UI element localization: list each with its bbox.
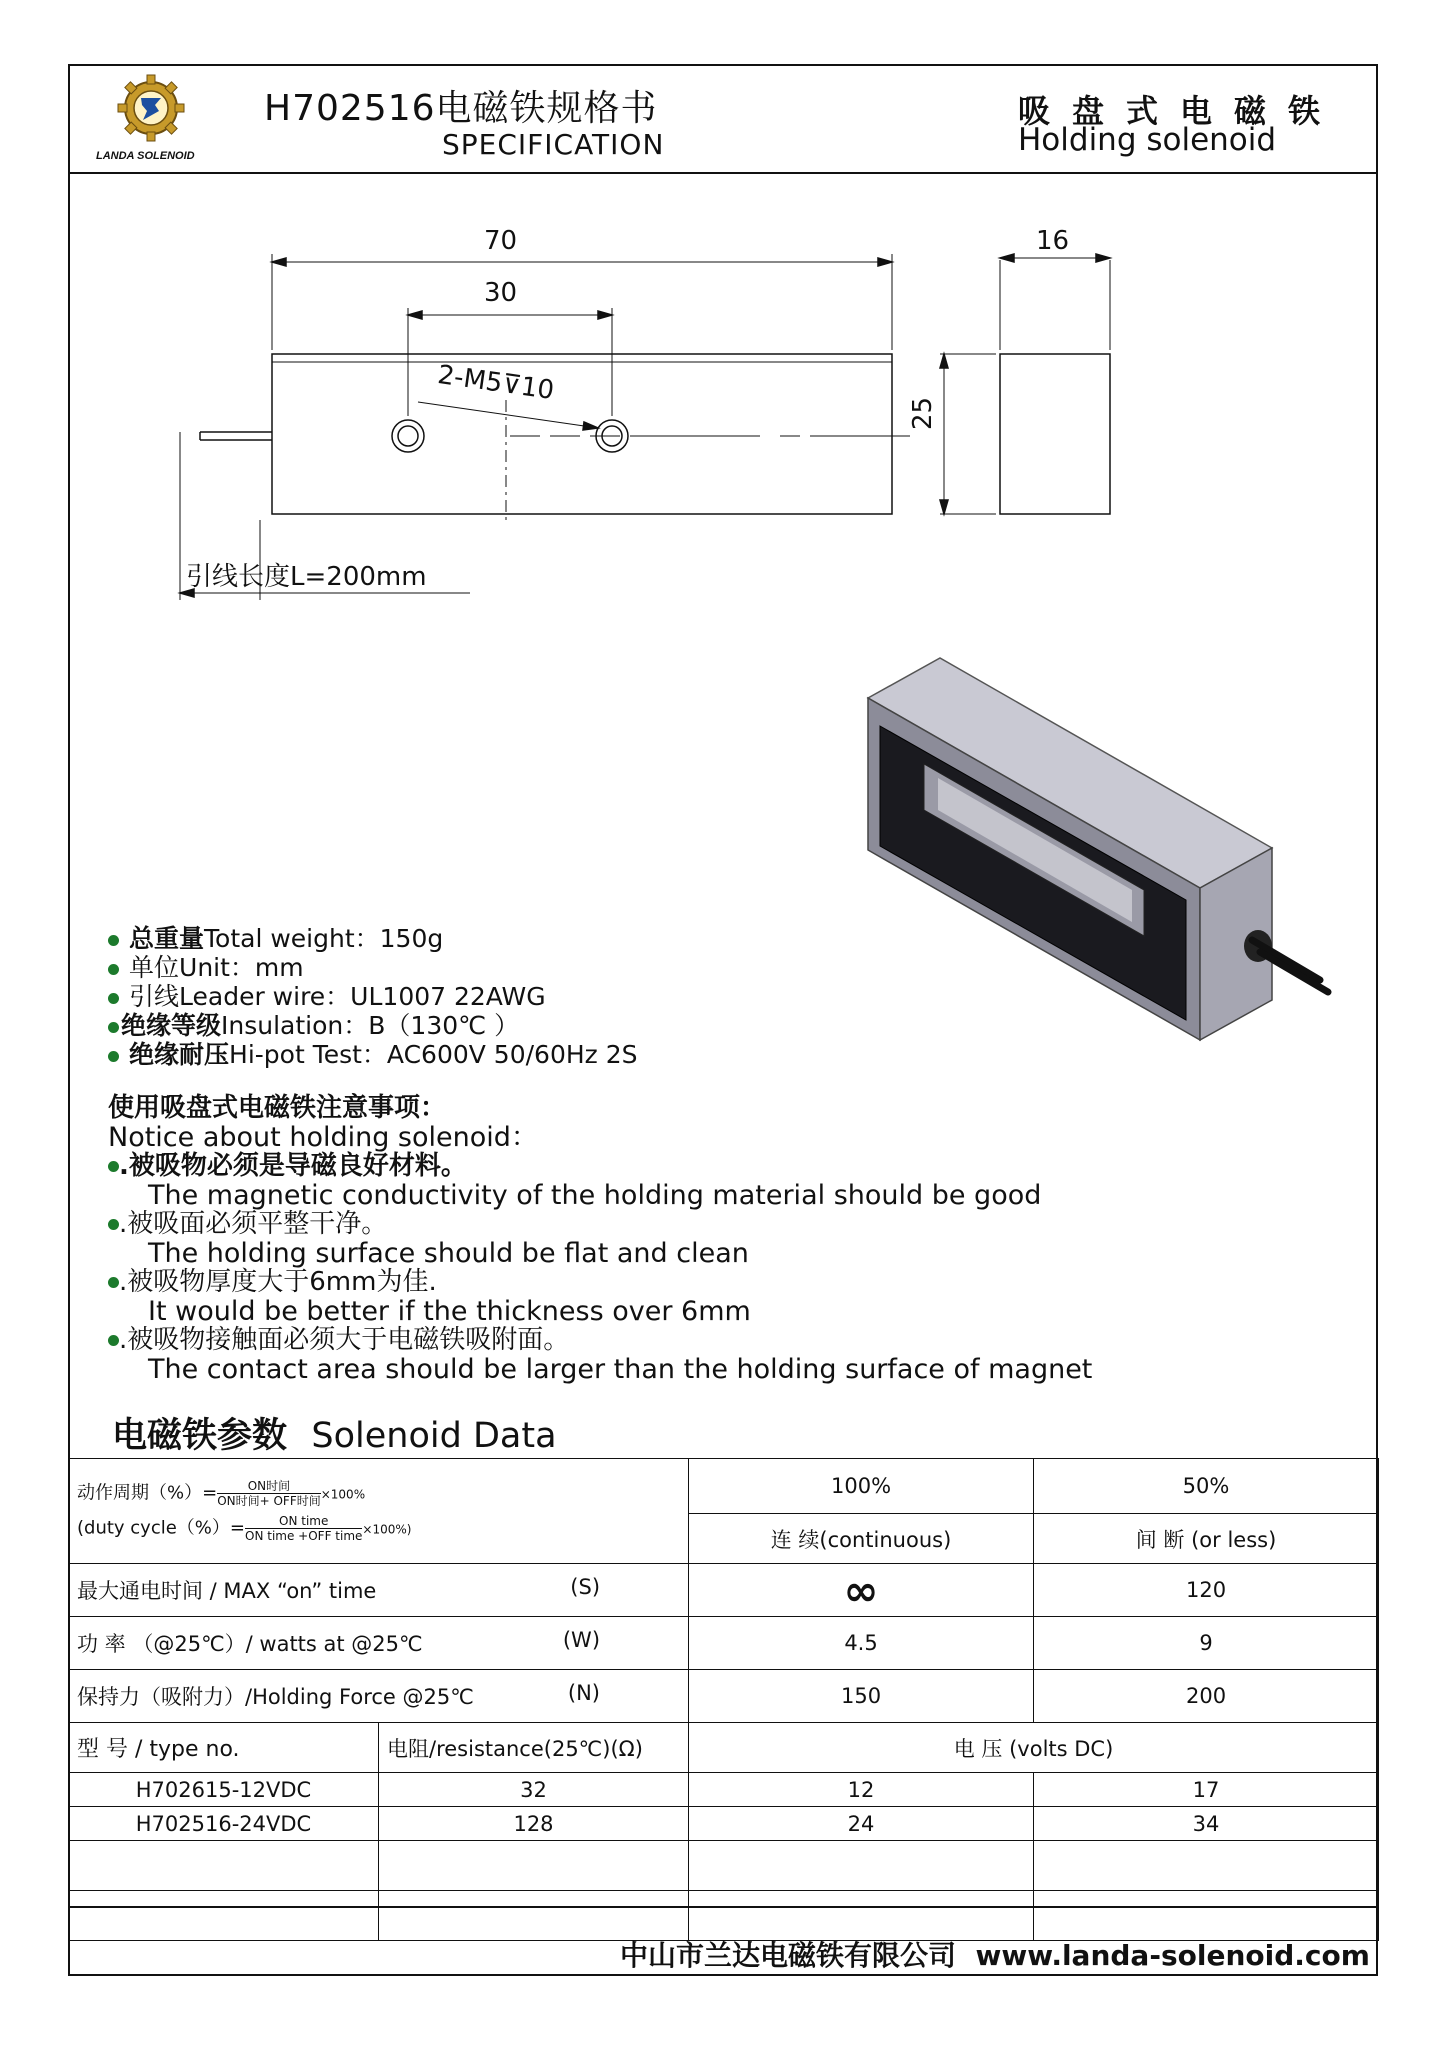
bullet-icon xyxy=(108,1022,119,1033)
empty-cell xyxy=(379,1891,689,1941)
dim-height: 25 xyxy=(908,396,938,430)
empty-cell xyxy=(69,1841,379,1891)
product-type-en: Holding solenoid xyxy=(1018,122,1277,158)
param-label: 功 率 （@25℃）/ watts at @25℃ (W) xyxy=(69,1617,689,1670)
duty-100-header: 100% xyxy=(689,1459,1034,1514)
spec-item: 绝缘耐压Hi-pot Test：AC600V 50/60Hz 2S xyxy=(108,1040,638,1069)
empty-cell xyxy=(1034,1841,1379,1891)
notice-title-cn: 使用吸盘式电磁铁注意事项： xyxy=(108,1093,447,1123)
bullet-icon xyxy=(108,1277,119,1288)
notice-item: .被吸物必须是导磁良好材料。 xyxy=(108,1152,1092,1181)
dim-width: 16 xyxy=(1036,226,1070,256)
logo-text: LANDA SOLENOID xyxy=(96,150,195,162)
voltage-header: 电 压 (volts DC) xyxy=(689,1723,1379,1773)
model-type: H702516-24VDC xyxy=(69,1807,379,1841)
bullet-icon xyxy=(108,1335,119,1346)
footer-divider xyxy=(68,1906,1378,1908)
notice-item: .被吸面必须平整干净。 xyxy=(108,1210,1092,1239)
duty-50-header: 50% xyxy=(1034,1459,1379,1514)
notice-item: .被吸物接触面必须大于电磁铁吸附面。 xyxy=(108,1326,1092,1355)
resistance-header: 电阻/resistance(25℃)(Ω) xyxy=(379,1723,689,1773)
param-label: 最大通电时间 / MAX “on” time (S) xyxy=(69,1564,689,1617)
footer xyxy=(620,1934,1370,1974)
intermittent-label: 间 断 (or less) xyxy=(1034,1514,1379,1564)
bullet-icon xyxy=(108,1219,119,1230)
notice-item-en: It would be better if the thickness over 6mm xyxy=(148,1296,751,1327)
depth-symbol-icon: ⊽ xyxy=(500,369,524,402)
param-label: 保持力（吸附力）/Holding Force @25℃ (N) xyxy=(69,1670,689,1723)
param-value-continuous: 150 xyxy=(689,1670,1034,1723)
solenoid-data-title: 电磁铁参数 Solenoid Data xyxy=(112,1416,557,1456)
empty-cell xyxy=(689,1841,1034,1891)
bullet-icon xyxy=(108,1161,119,1172)
document-title: H702516电磁铁规格书 xyxy=(264,88,658,129)
notice-title-en: Notice about holding solenoid： xyxy=(108,1122,538,1153)
empty-cell xyxy=(69,1891,379,1941)
model-voltage-intermittent: 34 xyxy=(1034,1807,1379,1841)
param-value-intermittent: 9 xyxy=(1034,1617,1379,1670)
company-website[interactable]: www.landa-solenoid.com xyxy=(975,1939,1370,1972)
empty-cell xyxy=(689,1891,1034,1941)
bullet-icon xyxy=(108,1051,119,1062)
model-voltage-continuous: 12 xyxy=(689,1773,1034,1807)
solenoid-3d-render xyxy=(860,650,1380,1050)
spec-item: 总重量Total weight：150g xyxy=(108,924,638,953)
notice-item-en: The contact area should be larger than the holding surface of magnet xyxy=(148,1354,1093,1385)
duty-cycle-cell: 动作周期（%）= $\frac{\text{ON时间}}{\text{ON时间+ OFF时间}}$ ×100% (duty cycle（%）= $\frac{\text{ON time}}{\text{ON time +OFF time}}$ ×100%) xyxy=(69,1459,689,1564)
lead-length: 引线长度L=200mm xyxy=(186,562,427,592)
empty-cell xyxy=(1034,1891,1379,1941)
spec-item: 绝缘等级Insulation：B（130℃ ） xyxy=(108,1011,638,1040)
notice-item-en: The magnetic conductivity of the holding material should be good xyxy=(148,1180,1042,1211)
dim-length: 70 xyxy=(484,226,518,256)
company-name: 中山市兰达电磁铁有限公司 xyxy=(620,1939,957,1972)
bullet-icon xyxy=(108,935,119,946)
bullet-icon xyxy=(108,993,119,1004)
param-value-intermittent: 120 xyxy=(1034,1564,1379,1617)
model-voltage-intermittent: 17 xyxy=(1034,1773,1379,1807)
spec-list xyxy=(108,924,638,1069)
continuous-label: 连 续(continuous) xyxy=(689,1514,1034,1564)
product-type-cn: 吸盘式电磁铁 xyxy=(1018,92,1343,130)
param-value-continuous: 4.5 xyxy=(689,1617,1034,1670)
gear-logo-icon xyxy=(96,72,206,142)
header-divider xyxy=(68,172,1378,174)
bullet-icon xyxy=(108,964,119,975)
model-type: H702615-12VDC xyxy=(69,1773,379,1807)
param-value-intermittent: 200 xyxy=(1034,1670,1379,1723)
notice-item-en: The holding surface should be flat and clean xyxy=(148,1238,749,1269)
spec-item: 引线Leader wire：UL1007 22AWG xyxy=(108,982,638,1011)
spec-item: 单位Unit：mm xyxy=(108,953,638,982)
notice-section xyxy=(108,1094,1092,1384)
empty-cell xyxy=(379,1841,689,1891)
type-header: 型 号 / type no. xyxy=(69,1723,379,1773)
dim-thread-size: 2-M5 xyxy=(435,360,505,399)
document-subtitle: SPECIFICATION xyxy=(442,128,665,161)
model-resistance: 32 xyxy=(379,1773,689,1807)
model-voltage-continuous: 24 xyxy=(689,1807,1034,1841)
dim-hole-spacing: 30 xyxy=(484,278,518,308)
param-value-continuous: ∞ xyxy=(689,1564,1034,1617)
model-resistance: 128 xyxy=(379,1807,689,1841)
dim-thread-depth: 10 xyxy=(518,371,556,406)
company-logo xyxy=(96,72,206,164)
solenoid-data-table xyxy=(68,1458,1379,1941)
notice-item: .被吸物厚度大于6mm为佳. xyxy=(108,1268,1092,1297)
